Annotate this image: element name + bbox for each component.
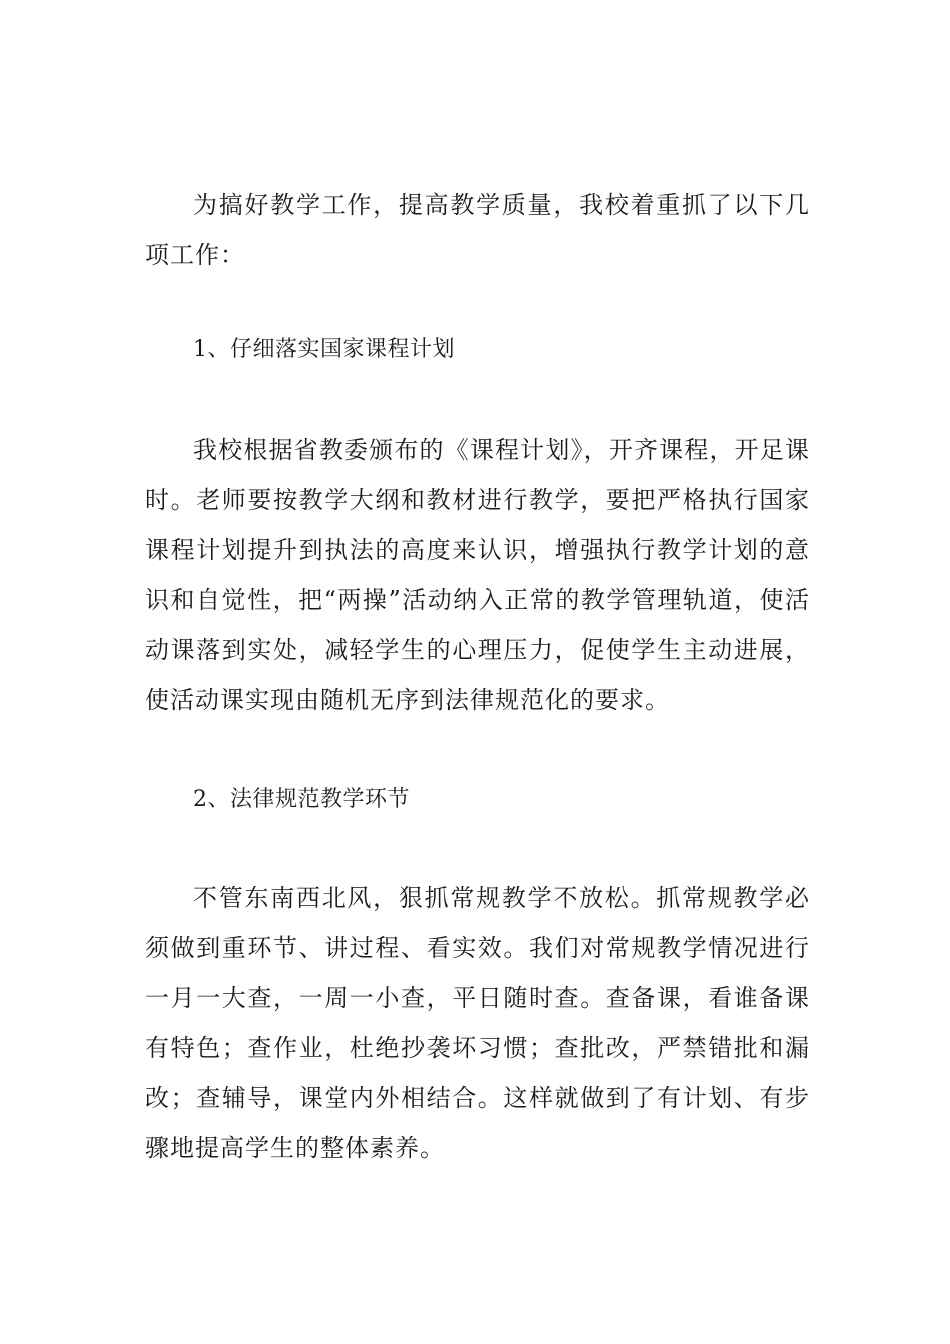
- section-1-heading: 1、仔细落实国家课程计划: [193, 337, 455, 362]
- section-1-body: 我校根据省教委颁布的《课程计划》，开齐课程，开足课时。老师要按教学大纲和教材进行教学，要把严格执行国家课程计划提升到执法的高度来认识，增强执行教学计划的意识和自觉性，把“两操”活动纳入正常的教学管理轨道，使活动课落到实处，减轻学生的心理压力，促使学生主动进展，使活动课实现由随机无序到法律规范化的要求。: [145, 436, 810, 714]
- intro-paragraph: 为搞好教学工作，提高教学质量，我校着重抓了以下几项工作：: [145, 191, 810, 269]
- section-2-body: 不管东南西北风，狠抓常规教学不放松。抓常规教学必须做到重环节、讲过程、看实效。我们对常规教学情况进行一月一大查，一周一小查，平日随时查。查备课，看谁备课有特色；查作业，杜绝抄袭坏习惯；查批改，严禁错批和漏改；查辅导，课堂内外相结合。这样就做到了有计划、有步骤地提高学生的整体素养。: [145, 884, 810, 1162]
- section-2-heading: 2、法律规范教学环节: [193, 787, 410, 812]
